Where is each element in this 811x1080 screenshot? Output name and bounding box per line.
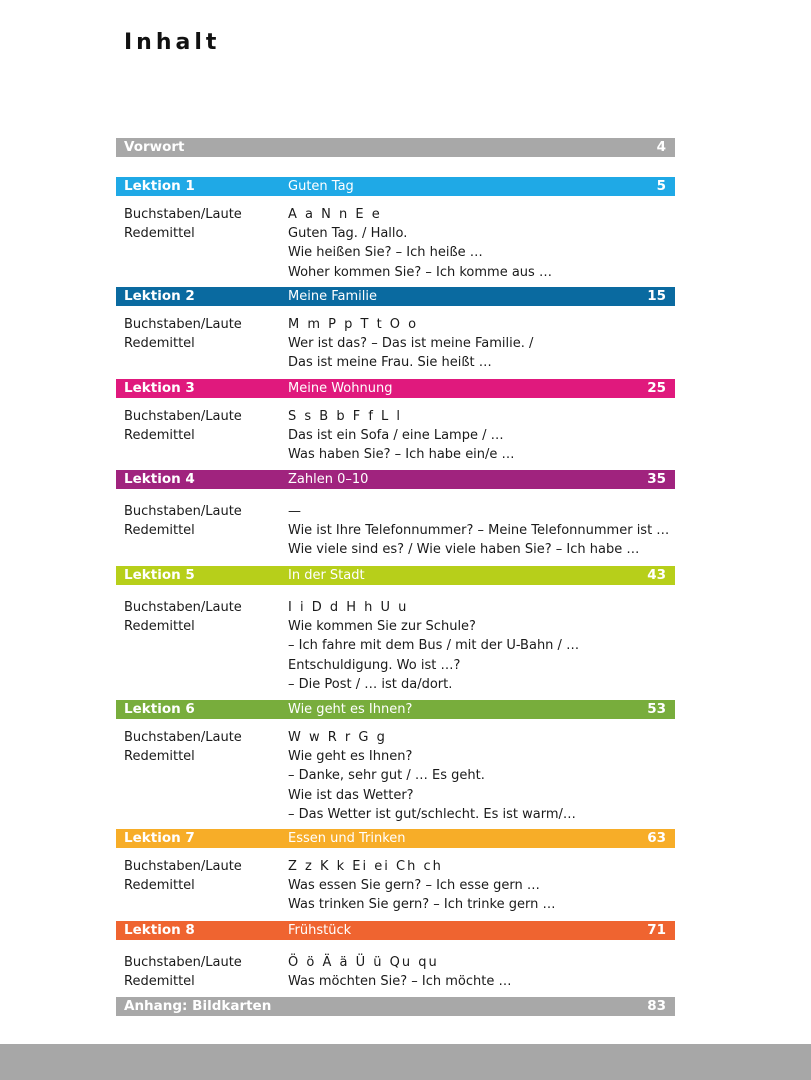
lektion-2-bar-page: 15 [647, 288, 666, 304]
lektion-6-bar-label: Lektion 6 [124, 701, 195, 717]
lektion-1-bar[interactable] [116, 177, 675, 196]
lektion-1-bar-page: 5 [656, 178, 666, 194]
lektion-1-bar-label: Lektion 1 [124, 178, 195, 194]
lektion-4-bar-topic: Zahlen 0–10 [288, 472, 369, 487]
lektion-2-bar-label: Lektion 2 [124, 288, 195, 304]
vorwort-bar-page: 4 [656, 139, 666, 155]
buchstaben-label: Buchstaben/Laute [124, 409, 242, 424]
lektion-3-bar-topic: Meine Wohnung [288, 381, 393, 396]
lektion-2-bar-topic: Meine Familie [288, 289, 377, 304]
lektion-4-letters: — [288, 504, 303, 519]
lektion-5-bar-topic: In der Stadt [288, 568, 365, 583]
lektion-7-redemittel-line: Was trinken Sie gern? – Ich trinke gern … [288, 897, 556, 913]
buchstaben-label: Buchstaben/Laute [124, 600, 242, 615]
lektion-1-letters: A a N n E e [288, 207, 382, 222]
redemittel-label: Redemittel [124, 336, 195, 352]
redemittel-label: Redemittel [124, 619, 195, 635]
redemittel-label: Redemittel [124, 749, 195, 765]
lektion-4-bar-page: 35 [647, 471, 666, 487]
lektion-6-letters: W w R r G g [288, 730, 387, 745]
lektion-7-redemittel-line: Was essen Sie gern? – Ich esse gern … [288, 878, 540, 894]
lektion-8-letters: Ö ö Ä ä Ü ü Qu qu [288, 955, 439, 970]
lektion-8-bar-topic: Frühstück [288, 923, 352, 938]
buchstaben-label: Buchstaben/Laute [124, 859, 242, 874]
redemittel-label: Redemittel [124, 974, 195, 990]
lektion-3-bar-label: Lektion 3 [124, 380, 195, 396]
lektion-7-bar-topic: Essen und Trinken [288, 831, 406, 846]
lektion-8-bar[interactable] [116, 921, 675, 940]
page-title: Inhalt [124, 30, 221, 55]
lektion-5-bar[interactable] [116, 566, 675, 585]
anhang-bar[interactable] [116, 997, 675, 1016]
lektion-5-redemittel-line: – Ich fahre mit dem Bus / mit der U-Bahn / … [288, 638, 580, 654]
footer-bar [0, 1044, 811, 1080]
lektion-6-bar-page: 53 [647, 701, 666, 717]
lektion-8-bar-label: Lektion 8 [124, 922, 195, 938]
anhang-bar-page: 83 [647, 998, 666, 1014]
redemittel-label: Redemittel [124, 428, 195, 444]
lektion-7-bar-page: 63 [647, 830, 666, 846]
anhang-bar-label: Anhang: Bildkarten [124, 998, 272, 1014]
buchstaben-label: Buchstaben/Laute [124, 504, 242, 519]
redemittel-label: Redemittel [124, 523, 195, 539]
lektion-1-redemittel-line: Woher kommen Sie? – Ich komme aus … [288, 264, 552, 280]
lektion-6-redemittel-line: Wie ist das Wetter? [288, 787, 414, 803]
lektion-3-letters: S s B b F f L l [288, 409, 403, 424]
lektion-8-redemittel-line: Was möchten Sie? – Ich möchte … [288, 974, 512, 990]
lektion-4-bar-label: Lektion 4 [124, 471, 195, 487]
lektion-1-redemittel-line: Guten Tag. / Hallo. [288, 226, 408, 242]
lektion-7-bar-label: Lektion 7 [124, 830, 195, 846]
lektion-2-redemittel-line: Das ist meine Frau. Sie heißt … [288, 355, 492, 371]
lektion-3-bar[interactable] [116, 379, 675, 398]
lektion-6-bar[interactable] [116, 700, 675, 719]
lektion-4-redemittel-line: Wie ist Ihre Telefonnummer? – Meine Telefonnummer ist … [288, 523, 670, 539]
lektion-1-bar-topic: Guten Tag [288, 179, 354, 194]
lektion-5-letters: I i D d H h U u [288, 600, 409, 615]
lektion-5-redemittel-line: Wie kommen Sie zur Schule? [288, 619, 476, 635]
lektion-5-bar-page: 43 [647, 567, 666, 583]
redemittel-label: Redemittel [124, 878, 195, 894]
lektion-2-redemittel-line: Wer ist das? – Das ist meine Familie. / [288, 336, 534, 352]
lektion-3-bar-page: 25 [647, 380, 666, 396]
lektion-6-redemittel-line: Wie geht es Ihnen? [288, 749, 413, 765]
lektion-3-redemittel-line: Was haben Sie? – Ich habe ein/e … [288, 447, 515, 463]
lektion-3-redemittel-line: Das ist ein Sofa / eine Lampe / … [288, 428, 504, 444]
lektion-4-redemittel-line: Wie viele sind es? / Wie viele haben Sie? – Ich habe … [288, 542, 640, 558]
buchstaben-label: Buchstaben/Laute [124, 955, 242, 970]
lektion-2-bar[interactable] [116, 287, 675, 306]
lektion-7-letters: Z z K k Ei ei Ch ch [288, 859, 443, 874]
lektion-6-redemittel-line: – Danke, sehr gut / … Es geht. [288, 768, 485, 784]
lektion-1-redemittel-line: Wie heißen Sie? – Ich heiße … [288, 245, 483, 261]
lektion-2-letters: M m P p T t O o [288, 317, 419, 332]
lektion-6-bar-topic: Wie geht es Ihnen? [288, 702, 413, 717]
vorwort-bar-label: Vorwort [124, 139, 185, 155]
lektion-5-redemittel-line: Entschuldigung. Wo ist …? [288, 657, 461, 673]
lektion-5-bar-label: Lektion 5 [124, 567, 195, 583]
lektion-4-bar[interactable] [116, 470, 675, 489]
lektion-7-bar[interactable] [116, 829, 675, 848]
lektion-5-redemittel-line: – Die Post / … ist da/dort. [288, 676, 453, 692]
buchstaben-label: Buchstaben/Laute [124, 207, 242, 222]
lektion-6-redemittel-line: – Das Wetter ist gut/schlecht. Es ist warm/… [288, 806, 576, 822]
buchstaben-label: Buchstaben/Laute [124, 730, 242, 745]
buchstaben-label: Buchstaben/Laute [124, 317, 242, 332]
redemittel-label: Redemittel [124, 226, 195, 242]
lektion-8-bar-page: 71 [647, 922, 666, 938]
vorwort-bar[interactable] [116, 138, 675, 157]
